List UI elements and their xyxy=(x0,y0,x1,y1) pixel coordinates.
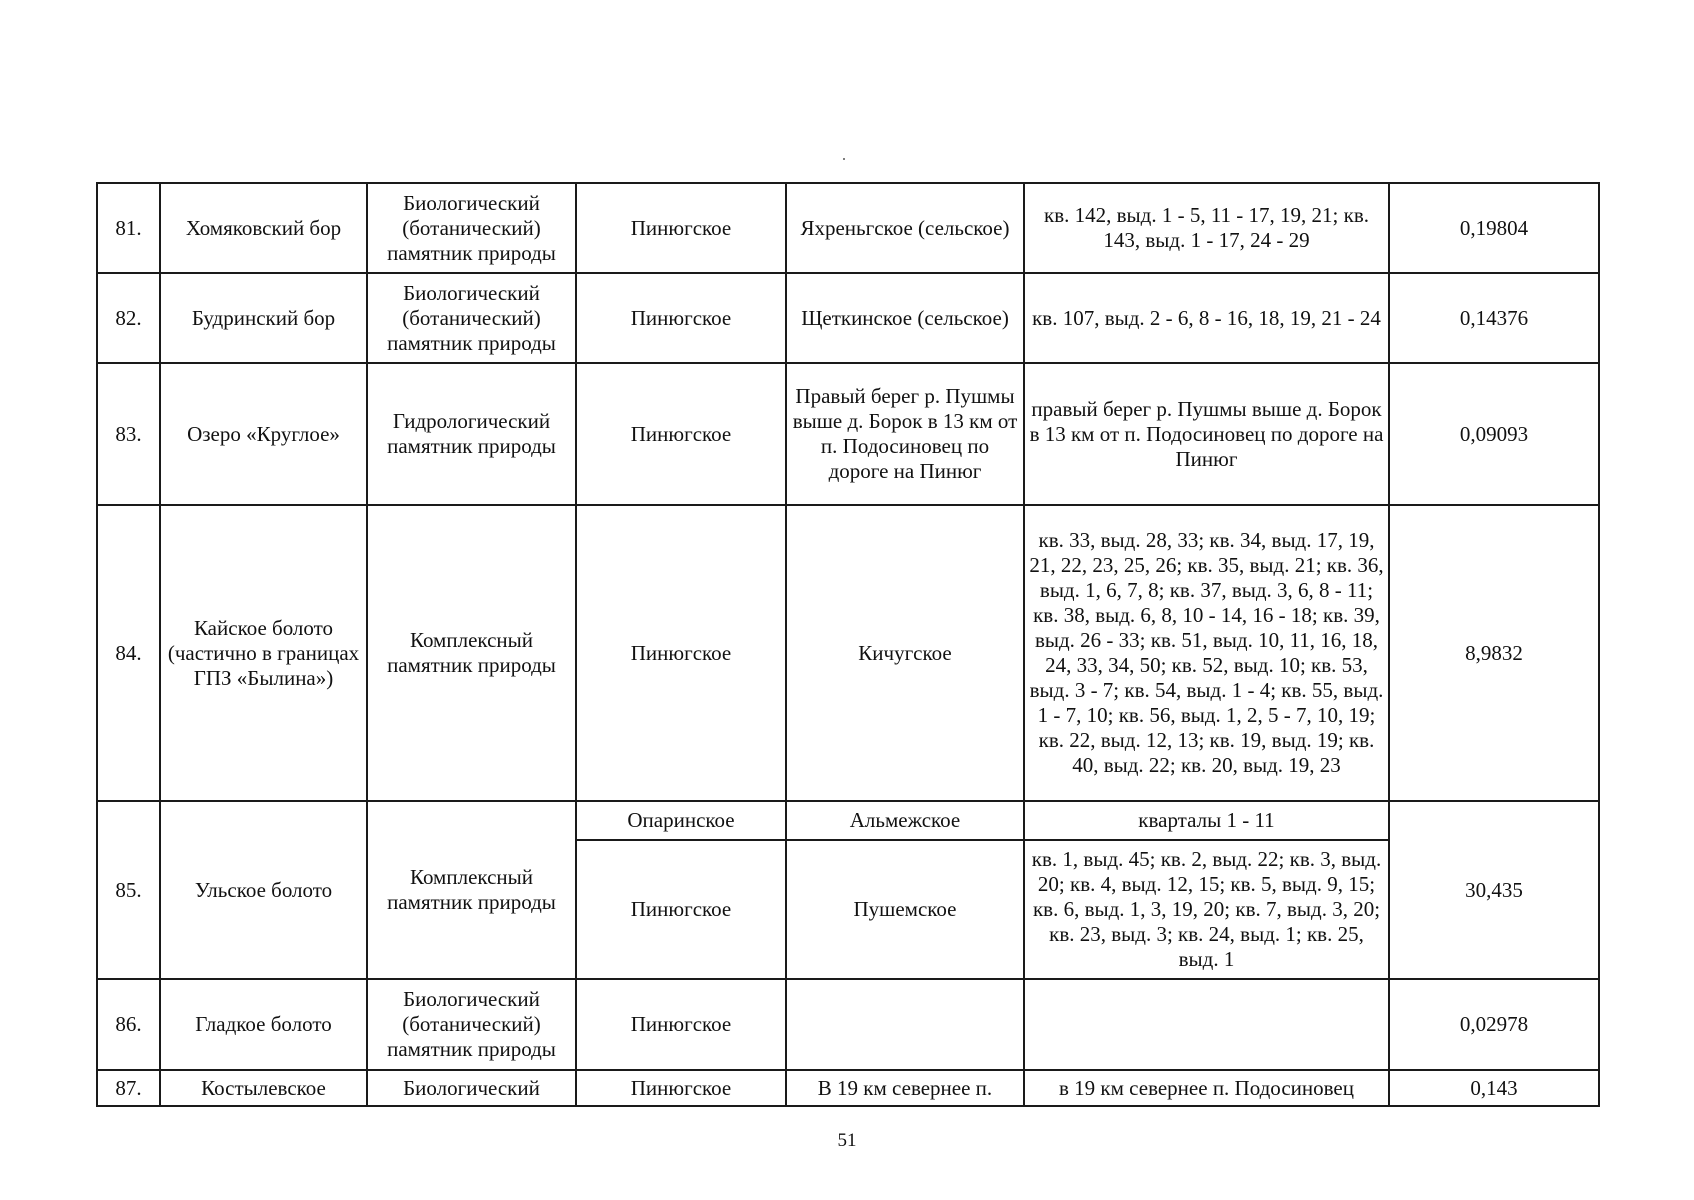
table-row xyxy=(97,801,1599,840)
monument-name: Гладкое болото xyxy=(160,979,367,1070)
scan-speck xyxy=(843,158,845,160)
page-number: 51 xyxy=(837,1130,857,1151)
row-number: 82. xyxy=(97,273,160,363)
forestry: Пинюгское xyxy=(576,505,786,801)
location: кв. 107, выд. 2 - 6, 8 - 16, 18, 19, 21 - 24 xyxy=(1024,273,1389,363)
district-forestry xyxy=(786,979,1024,1070)
row-number: 83. xyxy=(97,363,160,505)
district-forestry: Правый берег р. Пушмы выше д. Борок в 13 км от п. Подосиновец по дороге на Пинюг xyxy=(786,363,1024,505)
forestry: Пинюгское xyxy=(576,840,786,979)
row-number: 87. xyxy=(97,1070,160,1106)
nature-monuments-table xyxy=(96,182,1600,1107)
district-forestry: Кичугское xyxy=(786,505,1024,801)
location: правый берег р. Пушмы выше д. Борок в 13 км от п. Подосиновец по дороге на Пинюг xyxy=(1024,363,1389,505)
table-row xyxy=(97,363,1599,505)
area: 0,19804 xyxy=(1389,183,1599,273)
area: 0,02978 xyxy=(1389,979,1599,1070)
forestry: Пинюгское xyxy=(576,183,786,273)
table-row xyxy=(97,183,1599,273)
monument-type: Биологический (ботанический) памятник природы xyxy=(367,979,576,1070)
forestry: Опаринское xyxy=(576,801,786,840)
area: 0,14376 xyxy=(1389,273,1599,363)
monument-type: Комплексный памятник природы xyxy=(367,505,576,801)
monument-type: Биологический xyxy=(367,1070,576,1106)
monument-type: Биологический (ботанический) памятник природы xyxy=(367,273,576,363)
district-forestry: Яхреньгское (сельское) xyxy=(786,183,1024,273)
monument-name: Кайское болото (частично в границах ГПЗ «Былина») xyxy=(160,505,367,801)
location: кв. 1, выд. 45; кв. 2, выд. 22; кв. 3, выд. 20; кв. 4, выд. 12, 15; кв. 5, выд. 9, 15; кв. 6, выд. 1, 3, 19, 20; кв. 7, выд. 3, 20; кв. 23, выд. 3; кв. 24, выд. 1; кв. 25, выд. 1 xyxy=(1024,840,1389,979)
monument-name: Хомяковский бор xyxy=(160,183,367,273)
location: кварталы 1 - 11 xyxy=(1024,801,1389,840)
district-forestry: В 19 км севернее п. xyxy=(786,1070,1024,1106)
area: 0,143 xyxy=(1389,1070,1599,1106)
forestry: Пинюгское xyxy=(576,363,786,505)
table-row xyxy=(97,1070,1599,1106)
forestry: Пинюгское xyxy=(576,273,786,363)
monument-name: Будринский бор xyxy=(160,273,367,363)
location xyxy=(1024,979,1389,1070)
district-forestry: Щеткинское (сельское) xyxy=(786,273,1024,363)
area: 30,435 xyxy=(1389,801,1599,979)
row-number: 84. xyxy=(97,505,160,801)
forestry: Пинюгское xyxy=(576,979,786,1070)
table-row xyxy=(97,505,1599,801)
location: кв. 142, выд. 1 - 5, 11 - 17, 19, 21; кв. 143, выд. 1 - 17, 24 - 29 xyxy=(1024,183,1389,273)
monument-name: Костылевское xyxy=(160,1070,367,1106)
forestry: Пинюгское xyxy=(576,1070,786,1106)
row-number: 86. xyxy=(97,979,160,1070)
monument-type: Гидрологический памятник природы xyxy=(367,363,576,505)
location: кв. 33, выд. 28, 33; кв. 34, выд. 17, 19, 21, 22, 23, 25, 26; кв. 35, выд. 21; кв. 36, выд. 1, 6, 7, 8; кв. 37, выд. 3, 6, 8 - 11; кв. 38, выд. 6, 8, 10 - 14, 16 - 18; кв. 39, выд. 26 - 33; кв. 51, выд. 10, 11, 16, 18, 24, 33, 34, 50; кв. 52, выд. 10; кв. 53, выд. 3 - 7; кв. 54, выд. 1 - 4; кв. 55, выд. 1 - 7, 10; кв. 56, выд. 1, 2, 5 - 7, 10, 19; кв. 22, выд. 12, 13; кв. 19, выд. 19; кв. 40, выд. 22; кв. 20, выд. 19, 23 xyxy=(1024,505,1389,801)
monument-type: Комплексный памятник природы xyxy=(367,801,576,979)
table-row xyxy=(97,979,1599,1070)
monument-name: Ульское болото xyxy=(160,801,367,979)
table-row xyxy=(97,273,1599,363)
area: 8,9832 xyxy=(1389,505,1599,801)
monument-type: Биологический (ботанический) памятник природы xyxy=(367,183,576,273)
location: в 19 км севернее п. Подосиновец xyxy=(1024,1070,1389,1106)
monument-name: Озеро «Круглое» xyxy=(160,363,367,505)
row-number: 81. xyxy=(97,183,160,273)
area: 0,09093 xyxy=(1389,363,1599,505)
district-forestry: Альмежское xyxy=(786,801,1024,840)
district-forestry: Пушемское xyxy=(786,840,1024,979)
row-number: 85. xyxy=(97,801,160,979)
